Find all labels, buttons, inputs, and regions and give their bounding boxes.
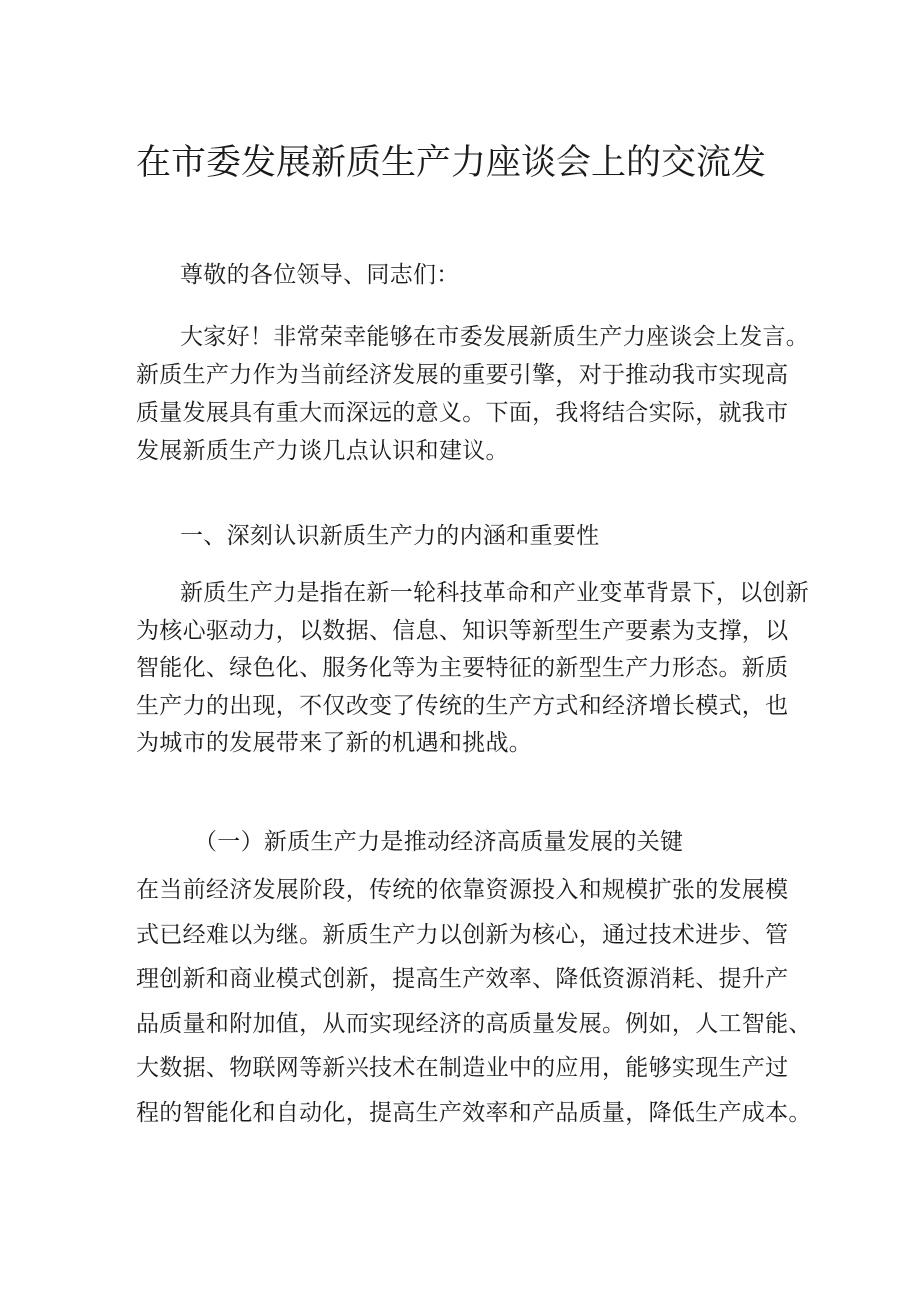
subsection-heading-text: （一）新质生产力是推动经济高质量发展的关键	[194, 829, 684, 855]
subsection-1-line: 品质量和附加值，从而实现经济的高质量发展。例如，人工智能、	[136, 1010, 812, 1037]
section-1-line: 新质生产力是指在新一轮科技革命和产业变革背景下，以创新	[180, 580, 810, 606]
subsection-1-line: 理创新和商业模式创新，提高生产效率、降低资源消耗、提升产	[136, 966, 789, 992]
salutation-text: 尊敬的各位领导、同志们：	[180, 262, 460, 288]
subsection-1-line: 在当前经济发展阶段，传统的依靠资源投入和规模扩张的发展模	[136, 877, 789, 903]
section-1-line: 为城市的发展带来了新的机遇和挑战。	[136, 730, 533, 756]
section-heading-text: 一、深刻认识新质生产力的内涵和重要性	[180, 523, 600, 549]
subsection-1-line: 大数据、物联网等新兴技术在制造业中的应用，能够实现生产过	[136, 1055, 789, 1081]
subsection-1-heading	[136, 823, 800, 861]
section-1-paragraph	[136, 575, 810, 763]
section-1-line: 智能化、绿色化、服务化等为主要特征的新型生产力形态。新质	[136, 655, 789, 681]
salutation	[136, 256, 800, 294]
subsection-1-line: 程的智能化和自动化，提高生产效率和产品质量，降低生产成本。	[136, 1099, 812, 1126]
intro-line: 新质生产力作为当前经济发展的重要引擎，对于推动我市实现高	[136, 362, 789, 388]
document-title: 在市委发展新质生产力座谈会上的交流发	[136, 143, 767, 183]
intro-paragraph	[136, 318, 810, 470]
section-1-line: 为核心驱动力，以数据、信息、知识等新型生产要素为支撑，以	[136, 617, 789, 644]
section-1-line: 生产力的出现，不仅改变了传统的生产方式和经济增长模式，也	[136, 692, 789, 719]
subsection-1-line: 式已经难以为继。新质生产力以创新为核心，通过技术进步、管	[136, 921, 789, 948]
subsection-1-paragraph	[136, 868, 812, 1135]
intro-line: 大家好！非常荣幸能够在市委发展新质生产力座谈会上发言。	[180, 324, 810, 350]
intro-line: 质量发展具有重大而深远的意义。下面，我将结合实际，就我市	[136, 400, 789, 426]
section-1-heading	[136, 517, 800, 555]
intro-line: 发展新质生产力谈几点认识和建议。	[136, 438, 509, 464]
